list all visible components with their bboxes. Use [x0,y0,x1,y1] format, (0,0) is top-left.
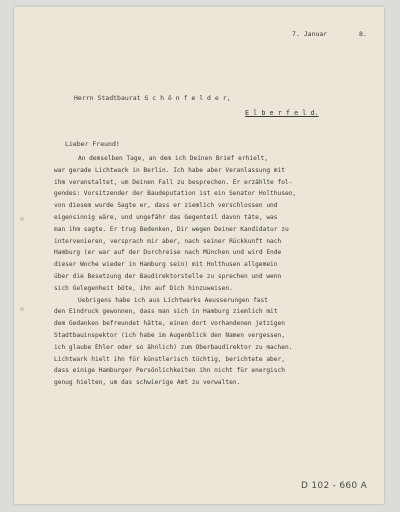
body-line: Uebrigens habe ich aus Lichtwarks Aeusserungen fast [78,296,268,304]
addressee-line: Herrn Stadtbaurat S c h ö n f e l d e r, [74,94,231,102]
addressee-city: E l b e r f e l d. [245,109,319,117]
salutation: Lieber Freund! [65,140,120,148]
body-line: über die Besetzung der Baudirektorstelle zu sprechen und wenn [54,272,282,280]
body-line: eigensinnig wäre, und ungefähr das Gegenteil davon täte, was [54,213,278,221]
body-line: sich Gelegenheit böte, ihn auf Dich hinzuweisen. [54,284,233,292]
body-line: Hamburg (er war auf der Durchreise nach München und wird Ende [54,249,282,257]
body-line: Lichtwark hielt ihn für künstlerisch tüchtig, berichtete aber, [54,355,285,363]
body-line: dieser Woche wieder in Hamburg sein) mit Holthusen allgemein [54,261,278,269]
body-line: An demselben Tage, an dem ich Deinen Brief erhielt, [78,155,268,162]
letter-body [54,155,375,391]
body-line: genug hielten, um das schwierige Amt zu verwalten. [54,379,241,387]
body-line: dass einige Hamburger Persönlichkeiten ihn nicht für energisch [54,367,285,375]
body-line: dem Gedanken befreundet hätte, einen dort vorhandenen jetzigen [54,320,285,328]
punch-hole-top [20,217,24,221]
body-line: ich glaube Ehler oder so ähnlich) zum Oberbaudirektor zu machen. [54,343,293,351]
body-line: von diesem wurde Sagte er, dass er ziemlich verschlossen und [54,202,278,210]
body-line: ihm veranstaltet, um Deinen Fall zu besprechen. Er erzählte fol- [54,178,293,186]
page-number: 8. [359,30,367,38]
body-line: den Eindruck gewonnen, dass man sich in Hamburg ziemlich mit [54,308,278,316]
body-line: intervenieren, versprach mir aber, nach seiner Rückkunft nach [54,237,282,245]
letter-date: 7. Januar [292,30,328,38]
body-line: Stadtbauinspektor (ich habe im Augenblick den Namen vergessen, [54,331,285,339]
punch-hole-bottom [20,307,24,311]
body-line: gendes: Vorsitzender der Baudeputation ist ein Senator Holthusen, [54,190,297,198]
body-line: man ihm sagte. Er trug Bedenken, Dir wegen Deiner Kandidatur zu [54,225,289,233]
body-line: war gerade Lichtwark in Berlin. Ich habe aber Veranlassung mit [54,166,285,174]
archive-stamp: D 102 - 660 A [301,481,368,491]
